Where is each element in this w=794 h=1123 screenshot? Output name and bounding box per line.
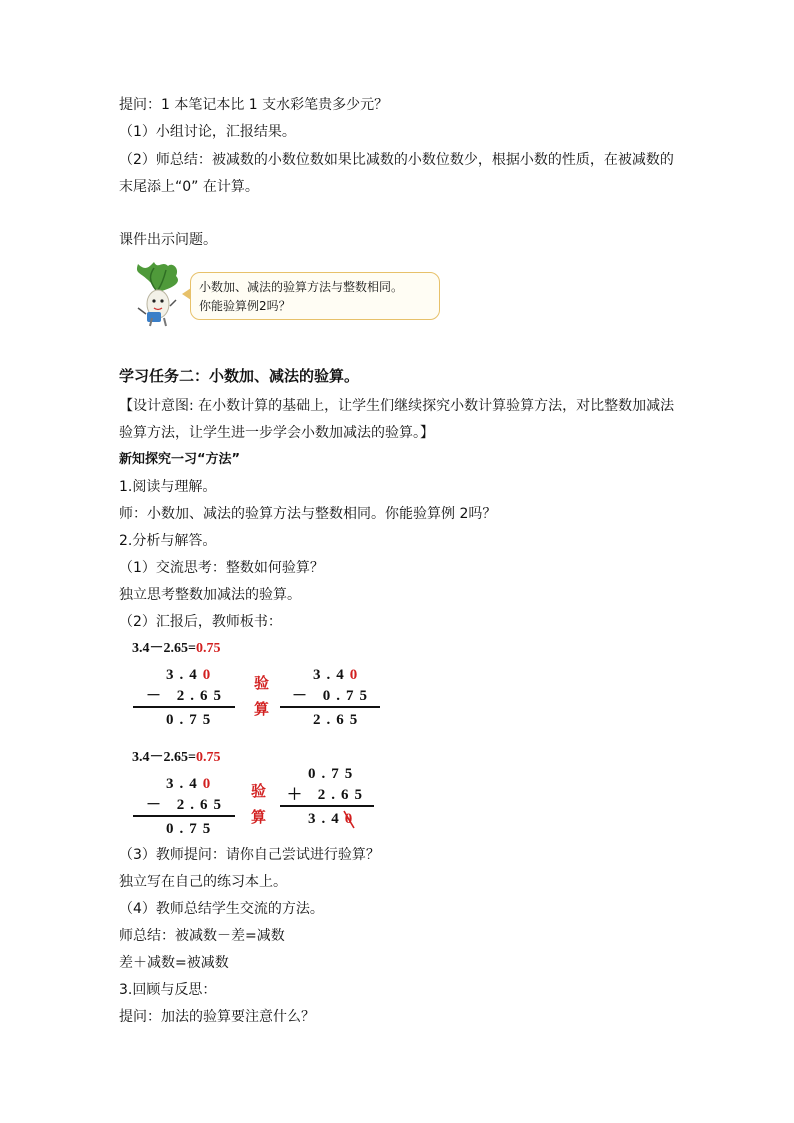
ask-try-line: （3）教师提问：请你自己尝试进行验算？: [119, 847, 380, 863]
minuend-2: 3.40: [166, 776, 217, 792]
verify-addend-2: ＋ 2.65: [287, 787, 369, 803]
check-label-bottom: 算: [254, 700, 270, 718]
step-summary-b: 末尾添上“0” 在计算。: [119, 179, 259, 195]
analyze-answer: 2.分析与解答。: [119, 533, 217, 549]
section-heading: 学习任务二：小数加、减法的验算。: [119, 367, 360, 385]
verify-addend-1: 0.75: [308, 766, 359, 782]
sum-rule: [133, 815, 235, 817]
verify-result-1: 2.65: [313, 712, 364, 728]
bubble-line-1: 小数加、减法的验算方法与整数相同。: [199, 280, 404, 294]
design-intent-1: 【设计意图: 在小数计算的基础上，让学生们继续探究小数计算验算方法，对比整数加减法: [119, 398, 675, 414]
strike-mark-icon: [342, 808, 356, 830]
question-line: 提问：1 本笔记本比 1 支水彩笔贵多少元？: [119, 97, 389, 113]
read-understand: 1.阅读与理解。: [119, 479, 217, 495]
rule-line-2: 差＋减数=被减数: [119, 955, 229, 971]
rule-line-1: 师总结：被减数－差=减数: [119, 928, 285, 944]
design-intent-2: 验算方法，让学生进一步学会小数加减法的验算。】: [119, 425, 434, 441]
equation-1-lhs: 3.4－2.65=: [132, 641, 196, 656]
equation-2: [132, 749, 220, 767]
minuend-1: 3.40: [166, 667, 217, 683]
write-line: 独立写在自己的练习本上。: [119, 874, 287, 890]
bubble-line-2: 你能验算例2吗？: [199, 299, 291, 313]
speech-bubble: [190, 272, 440, 320]
sum-rule: [133, 706, 235, 708]
subtrahend-2: － 2.65: [146, 797, 228, 813]
summary-line: （4）教师总结学生交流的方法。: [119, 901, 324, 917]
check-label-top: 验: [251, 782, 267, 800]
check-label-top: 验: [254, 674, 270, 692]
step-summary-a: （2）师总结：被减数的小数位数如果比减数的小数位数少，根据小数的性质，在被减数的: [119, 152, 674, 168]
verify-sum-2: 3.40: [308, 811, 359, 827]
difference-2: 0.75: [166, 821, 217, 837]
ask-add-line: 提问：加法的验算要注意什么？: [119, 1009, 315, 1025]
new-knowledge-heading: 新知探究一习“方法”: [119, 452, 241, 467]
review-line: 3.回顾与反思：: [119, 982, 217, 998]
equation-2-lhs: 3.4－2.65=: [132, 750, 196, 765]
check-label-bottom: 算: [251, 808, 267, 826]
verify-subtrahend-1: － 0.75: [292, 688, 374, 704]
equation-2-result: 0.75: [195, 750, 221, 765]
equation-1-result: 0.75: [195, 641, 221, 656]
report-line: （2）汇报后，教师板书：: [119, 614, 282, 630]
subtrahend-1: － 2.65: [146, 688, 228, 704]
verify-minuend-1: 3.40: [313, 667, 364, 683]
step-discuss: （1）小组讨论，汇报结果。: [119, 124, 296, 140]
radish-mascot-icon: [128, 260, 186, 328]
difference-1: 0.75: [166, 712, 217, 728]
courseware-line: 课件出示问题。: [119, 232, 217, 248]
sum-rule: [280, 706, 380, 708]
sum-rule: [280, 805, 374, 807]
teacher-question: 师：小数加、减法的验算方法与整数相同。你能验算例 2吗？: [119, 506, 497, 522]
equation-1: [132, 640, 220, 658]
independent-think: 独立思考整数加减法的验算。: [119, 587, 301, 603]
think-line: （1）交流思考：整数如何验算？: [119, 560, 324, 576]
